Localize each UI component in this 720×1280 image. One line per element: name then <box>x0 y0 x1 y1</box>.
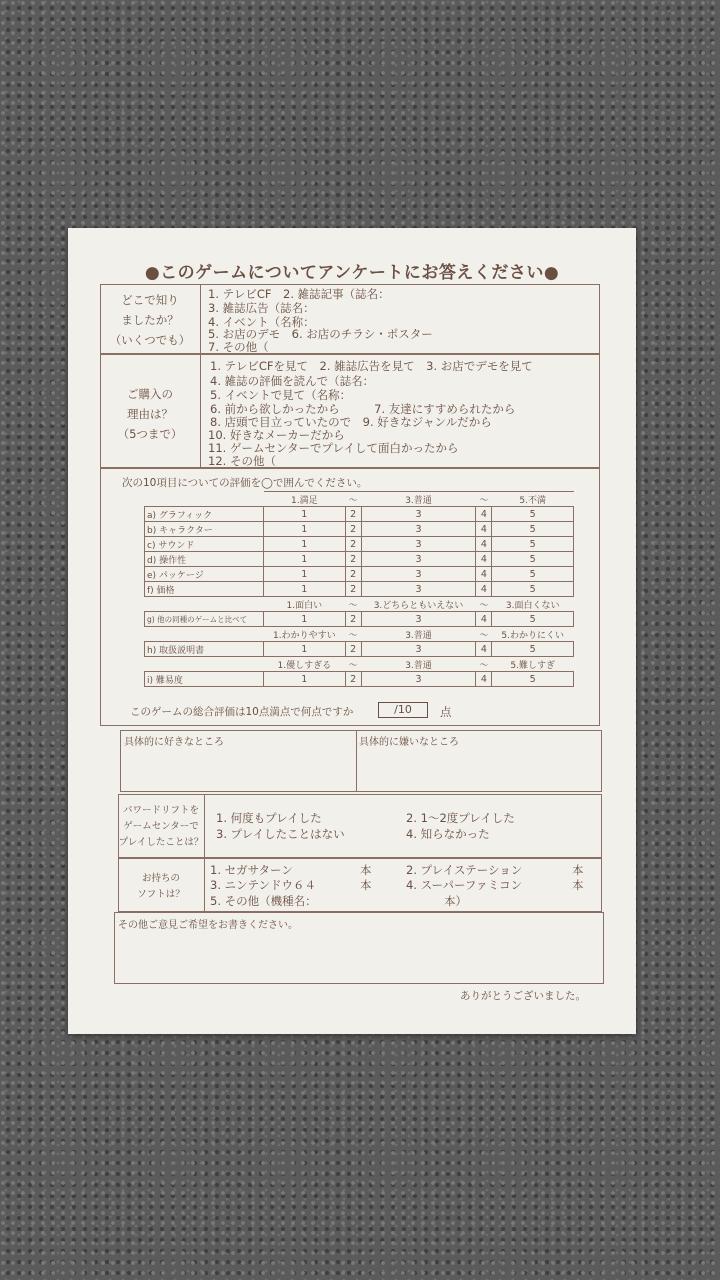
rating-cell <box>145 597 264 612</box>
item-label: e) パッケージ <box>145 567 264 582</box>
q4-label-2: ソフトは？ <box>137 889 185 900</box>
rating-cell[interactable]: 4 <box>476 672 492 687</box>
rating-cell[interactable]: 4 <box>476 522 492 537</box>
rating-row <box>145 522 574 537</box>
rating-cell[interactable]: 5 <box>492 612 574 627</box>
q1-option: 3. 雑誌広告（誌名： <box>208 301 315 315</box>
q3-label-1: パワードリフトを <box>122 805 199 816</box>
scale-label: 5.難しすぎ <box>492 657 574 672</box>
q4-option: 3. ニンテンドウ６４ <box>210 878 317 892</box>
scale-label: 1.面白い <box>264 597 346 612</box>
rating-cell[interactable]: 1 <box>264 612 346 627</box>
rating-cell[interactable]: 5 <box>492 552 574 567</box>
q4-option: 1. セガサターン <box>210 863 293 877</box>
q4-option: 2. プレイステーション <box>406 863 523 877</box>
q2-label-3: （5つまで） <box>117 427 183 441</box>
rating-cell[interactable]: 1 <box>264 507 346 522</box>
survey-card <box>68 228 636 1034</box>
rating-cell[interactable]: 2 <box>345 522 361 537</box>
item-label: b) キャラクター <box>145 522 264 537</box>
rating-cell[interactable]: 4 <box>476 642 492 657</box>
q1-label-1: どこで知り <box>121 293 179 307</box>
q2-option: 1. テレビCFを見て 2. 雑誌広告を見て 3. お店でデモを見て <box>210 359 533 373</box>
item-label: a) グラフィック <box>145 507 264 522</box>
rating-cell <box>145 492 264 507</box>
rating-cell[interactable]: 3 <box>361 612 476 627</box>
q3-label-3: プレイしたことは？ <box>118 837 204 848</box>
scale-label: 1.優しすぎる <box>264 657 346 672</box>
q1-label-2: ましたか？ <box>121 313 179 327</box>
rating-cell[interactable]: 2 <box>345 537 361 552</box>
q2-option: 5. イベントで見て（名称： <box>210 388 352 402</box>
scale-label: 5.不満 <box>492 492 574 507</box>
rating-cell[interactable]: 3 <box>361 642 476 657</box>
overall-score-box[interactable]: /10 <box>378 702 428 718</box>
rating-cell[interactable]: 4 <box>476 612 492 627</box>
overall-unit: 点 <box>440 705 452 719</box>
rating-cell[interactable]: 3 <box>361 522 476 537</box>
rating-row <box>145 642 574 657</box>
q2-option: 10. 好きなメーカーだから <box>208 428 345 442</box>
item-label: g) 他の同種のゲームと比べて <box>145 612 264 627</box>
q2-option: 12. その他（ <box>208 454 276 468</box>
scale-label: ～ <box>345 657 361 672</box>
rating-cell[interactable]: 3 <box>361 552 476 567</box>
q4-unit: 本 <box>572 878 584 892</box>
rating-cell <box>145 627 264 642</box>
scale-row-1 <box>145 492 574 507</box>
q2-label-1: ご購入の <box>127 387 173 401</box>
scale-label: ～ <box>345 492 361 507</box>
scale-label: 3.普通 <box>361 627 476 642</box>
q2-option: 11. ゲームセンターでプレイして面白かったから <box>208 441 459 455</box>
rating-cell[interactable]: 4 <box>476 567 492 582</box>
scale-label: ～ <box>345 627 361 642</box>
q2-option: 8. 店頭で目立っていたので 9. 好きなジャンルだから <box>210 415 492 429</box>
rating-cell[interactable]: 4 <box>476 537 492 552</box>
rating-cell[interactable]: 1 <box>264 567 346 582</box>
scale-row-3 <box>145 627 574 642</box>
q4-option: 4. スーパーファミコン <box>406 878 523 892</box>
scale-row-4 <box>145 657 574 672</box>
rating-cell[interactable]: 5 <box>492 672 574 687</box>
q4-unit: 本 <box>360 863 372 877</box>
q1-option: 7. その他（ <box>208 340 269 354</box>
rating-cell[interactable]: 2 <box>345 642 361 657</box>
rating-cell[interactable]: 5 <box>492 522 574 537</box>
overall-label: このゲームの総合評価は10点満点で何点ですか <box>130 706 354 718</box>
scale-label: 3.普通 <box>361 657 476 672</box>
rating-cell <box>145 657 264 672</box>
q2-option: 6. 前から欲しかったから 7. 友達にすすめられたから <box>210 402 516 416</box>
item-label: c) サウンド <box>145 537 264 552</box>
rating-table <box>144 491 574 687</box>
q4-unit: 本 <box>360 878 372 892</box>
rating-cell[interactable]: 1 <box>264 582 346 597</box>
scale-label: 1.満足 <box>264 492 346 507</box>
rating-intro: 次の10項目についての評価を◯で囲んでください。 <box>122 477 368 489</box>
q1-option: 5. お店のデモ 6. お店のチラシ・ポスター <box>208 327 433 341</box>
rating-row <box>145 612 574 627</box>
rating-cell[interactable]: 3 <box>361 567 476 582</box>
rating-cell[interactable]: 4 <box>476 552 492 567</box>
rating-cell[interactable]: 5 <box>492 642 574 657</box>
q4-option: 5. その他（機種名： <box>210 894 317 908</box>
item-label: h) 取扱説明書 <box>145 642 264 657</box>
q4-unit: 本） <box>444 894 467 908</box>
item-label: d) 操作性 <box>145 552 264 567</box>
rating-row <box>145 567 574 582</box>
scale-label: 3.どちらともいえない <box>361 597 476 612</box>
rating-cell[interactable]: 4 <box>476 582 492 597</box>
q2-label-2: 理由は？ <box>127 407 173 421</box>
scale-label: ～ <box>476 627 492 642</box>
q4-unit: 本 <box>572 863 584 877</box>
like-label: 具体的に好きなところ <box>124 737 224 748</box>
item-label: f) 価格 <box>145 582 264 597</box>
q1-label-3: （いくつでも） <box>109 333 191 347</box>
rating-row <box>145 507 574 522</box>
rating-cell[interactable]: 2 <box>345 612 361 627</box>
rating-cell[interactable]: 3 <box>361 507 476 522</box>
rating-cell[interactable]: 3 <box>361 672 476 687</box>
q3-option: 4. 知らなかった <box>406 827 490 841</box>
rating-cell[interactable]: 1 <box>264 552 346 567</box>
rating-cell[interactable]: 1 <box>264 537 346 552</box>
scale-label: ～ <box>345 597 361 612</box>
rating-cell[interactable]: 2 <box>345 672 361 687</box>
comments-label: その他ご意見ご希望をお書きください。 <box>118 920 298 931</box>
rating-cell[interactable]: 1 <box>264 672 346 687</box>
rating-cell[interactable]: 5 <box>492 582 574 597</box>
scale-label: ～ <box>476 657 492 672</box>
rating-cell[interactable]: 5 <box>492 567 574 582</box>
q3-option: 2. 1～2度プレイした <box>406 811 515 825</box>
q3-label-2: ゲームセンターで <box>123 821 199 832</box>
scale-label: 1.わかりやすい <box>264 627 346 642</box>
q1-option: 4. イベント（名称： <box>208 315 315 329</box>
q1-option: 1. テレビCF 2. 雑誌記事（誌名： <box>208 287 390 301</box>
rating-cell[interactable]: 2 <box>345 552 361 567</box>
rating-cell[interactable]: 2 <box>345 582 361 597</box>
thanks-text: ありがとうございました。 <box>460 990 586 1002</box>
scale-label: 5.わかりにくい <box>492 627 574 642</box>
rating-cell[interactable]: 1 <box>264 642 346 657</box>
q3-option: 3. プレイしたことはない <box>216 827 345 841</box>
q4-label-1: お持ちの <box>141 873 180 884</box>
rating-row <box>145 582 574 597</box>
rating-cell[interactable]: 3 <box>361 537 476 552</box>
rating-row <box>145 672 574 687</box>
rating-row <box>145 552 574 567</box>
rating-cell[interactable]: 4 <box>476 507 492 522</box>
scale-label: 3.普通 <box>361 492 476 507</box>
rating-cell[interactable]: 1 <box>264 522 346 537</box>
survey-title: ●このゲームについてアンケートにお答えください● <box>144 263 560 283</box>
q3-option: 1. 何度もプレイした <box>216 811 322 825</box>
scale-label: 3.面白くない <box>492 597 574 612</box>
rating-cell[interactable]: 5 <box>492 537 574 552</box>
dislike-label: 具体的に嫌いなところ <box>359 737 459 748</box>
scale-label: ～ <box>476 597 492 612</box>
scale-row-2 <box>145 597 574 612</box>
rating-cell[interactable]: 2 <box>345 507 361 522</box>
rating-row <box>145 537 574 552</box>
item-label: i) 難易度 <box>145 672 264 687</box>
q2-option: 4. 雑誌の評価を読んで（誌名： <box>210 374 375 388</box>
rating-cell[interactable]: 3 <box>361 582 476 597</box>
scale-label: ～ <box>476 492 492 507</box>
rating-cell[interactable]: 5 <box>492 507 574 522</box>
rating-cell[interactable]: 2 <box>345 567 361 582</box>
